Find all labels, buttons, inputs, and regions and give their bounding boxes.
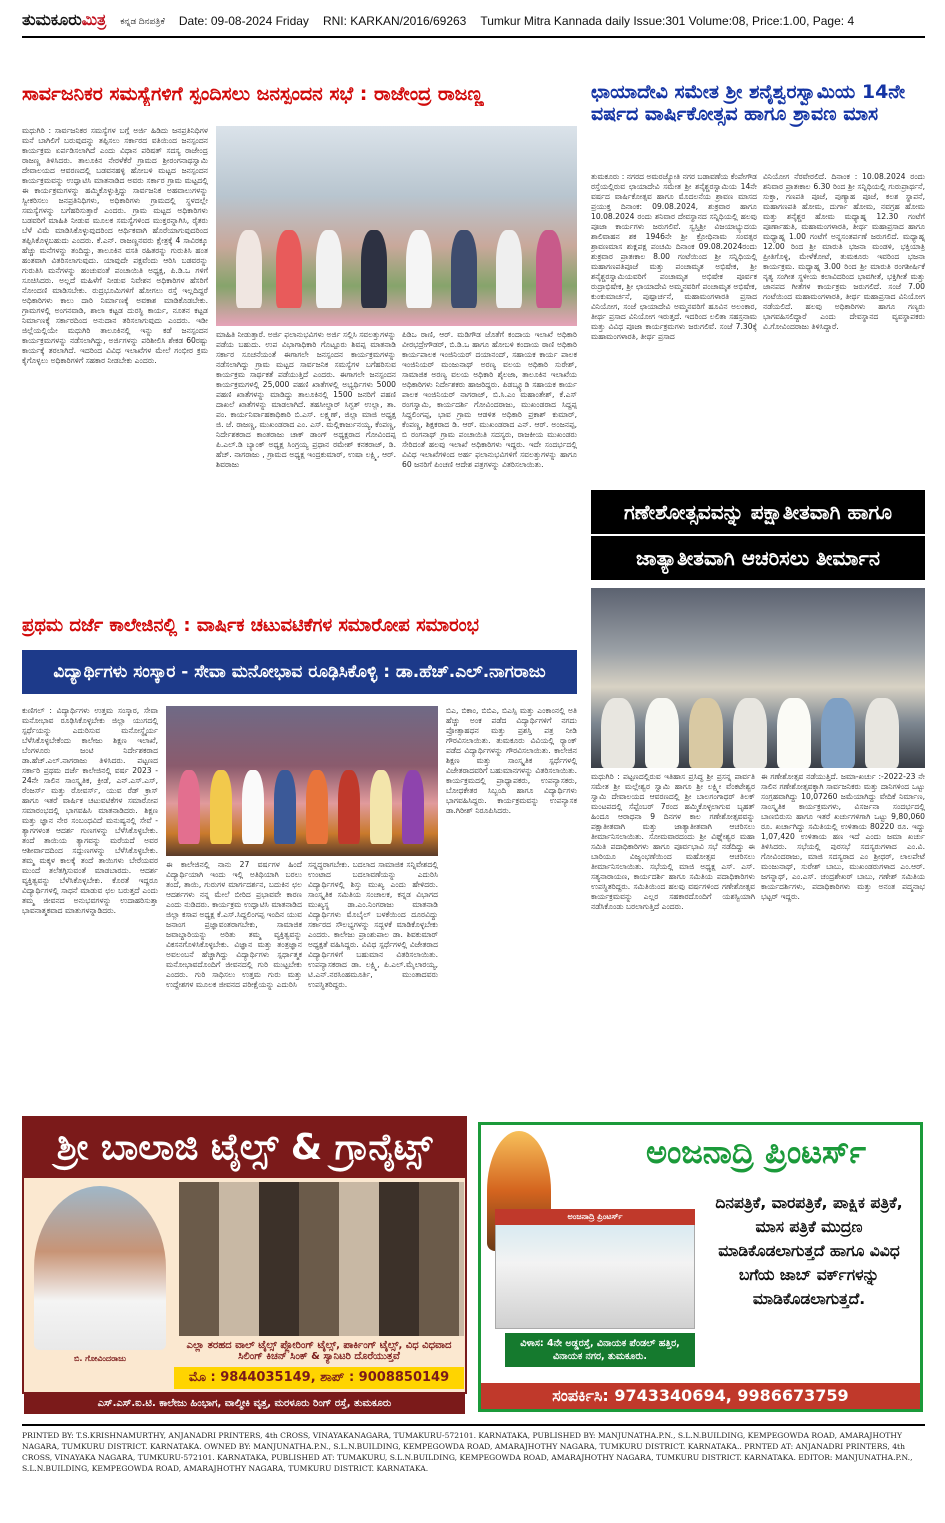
masthead — [22, 8, 925, 34]
story1-column-a: ಮಧುಗಿರಿ : ಸಾರ್ವಜನಿಕರ ಸಮಸ್ಯೆಗಳ ಬಗ್ಗೆ ಅರ್ಜಿ ಹಿಡಿದು ಜನಪ್ರತಿನಿಧಿಗಳ ಮನೆ ಬಾಗಿಲಿಗೆ ಬರುವುದನ್ನು ತಪ್ಪಿಸಲು ಸರ್ಕಾರದ ವತಿಯಿಂದ ಜನಸ್ಪಂದನ ಕಾರ್ಯಕ್ರಮ ಏರ್ಪಡಿಸಲಾಗಿದೆ ಎಂದು ವಿಧಾನ ಪರಿಷತ್ ಸದಸ್ಯ ರಾಜೇಂದ್ರ ರಾಜಣ್ಣ ತಿಳಿಸಿದರು. ತಾಲೂಕಿನ ನೇರಳೆಕೆರೆ ಗ್ರಾಮದ ಶ್ರೀರಂಗನಾಥಸ್ವಾಮಿ ದೇವಾಲಯದ ಆವರಣದಲ್ಲಿ ಬಡವನಹಳ್ಳಿ ಹೋಬಳಿ ಮಟ್ಟದ ಜನಸ್ಪಂದನ ಕಾರ್ಯಕ್ರಮವನ್ನು ಉದ್ಘಾಟಿಸಿ ಮಾತನಾಡಿದ ಅವರು ಸರ್ಕಾರ ಗ್ರಾಮ ಮಟ್ಟದಲ್ಲಿ ಈ ಕಾರ್ಯಕ್ರಮಗಳನ್ನು ಹಮ್ಮಿಕೊಳ್ಳುತ್ತಿದ್ದು ಸಾರ್ವಜನಿಕ ಅಹವಾಲುಗಳನ್ನು ಸ್ವೀಕರಿಸಲು ಜನಪ್ರತಿನಿಧಿಗಳು, ಅಧಿಕಾರಿಗಳು ಗ್ರಾಮದಲ್ಲಿ ಸ್ಥಳದಲ್ಲೇ ಸಮಸ್ಯೆಗಳನ್ನು ಬಗೆಹರಿಸುತ್ತಾರೆ ಎಂದರು. ಗ್ರಾಮ ಮಟ್ಟದ ಅಧಿಕಾರಿಗಳು ಬಡವರಿಗೆ ಮಾಹಿತಿ ನೀಡುವ ಮೂಲಕ ಸಮಸ್ಯೆಗಳಿಂದ ಮುಕ್ತರನ್ನಾಗಿಸಿ, ರೈತರು ಬೆಳೆ ವಿಮೆ ಮಾಡಿಸಿಕೊಳ್ಳುವುದರಿಂದ ಆರ್ಥಿಕವಾಗಿ ಹೊರೆಯಾಗುವುದರಿಂದ ತಪ್ಪಿಸಿಕೊಳ್ಳಬಹುದು ಎಂದರು. ಕೆ.ಎನ್. ರಾಜಣ್ಣನವರು ಕ್ಷೇತ್ರಕ್ಕೆ 4 ಸಾವಿರಕ್ಕೂ ಹೆಚ್ಚು ಮನೆಗಳನ್ನು ತಂದಿದ್ದು, ತಾಲೂಕಿನ ವಸತಿ ರಹಿತರನ್ನು ಗುರುತಿಸಿ ಹಂತ ಹಂತವಾಗಿ ವಿತರಿಸಲಾಗುವುದು. ಯಾವುದೇ ಪಕ್ಷವೆಂದು ಆರಿಸಿ ಬಡವರನ್ನು ಗುರುತಿಸಿ ಮನೆಗಳನ್ನು ಹಂಚುವಂತೆ ಪಂಚಾಯಿತಿ ಅಧ್ಯಕ್ಷ, ಪಿ.ಡಿ.ಒ ಗಳಿಗೆ ಸೂಚಿಸಿದರು. ಅಲ್ಲದೆ ಮಹಿಳೆಗೆ ನೀಡುವ ನಿವೇಶನ ಅಧಿಕಾರಿಗಳ ಹೆಸರಿಗೆ ನೋಂದಣಿ ಮಾಡಿಸಬೇಕು. ರುದ್ರಭೂಮಿಗಳಿಗೆ ಹೋಗಲು ರಸ್ತೆ ಇಲ್ಲದಿದ್ದರೆ ಅಧಿಕಾರಿಗಳು ಕಾಲು ದಾರಿ ನಿರ್ಮಾಣಕ್ಕೆ ಅವಕಾಶ ಮಾಡಿಕೊಡಬೇಕು. ಗ್ರಾಮಗಳಲ್ಲಿ ಅಂಗನವಾಡಿ, ಶಾಲಾ ಕಟ್ಟಡ ದುರಸ್ಥಿ ಕಾರ್ಯ, ನೂತನ ಕಟ್ಟಡ ನಿರ್ಮಾಣಕ್ಕೆ ಸರ್ಕಾರದಿಂದ ಅನುದಾನ ತರಿಸಲಾಗುವುದು ಎಂದರು. ಇಡೀ ಜಿಲ್ಲೆಯಲ್ಲಿಯೇ ಮಧುಗಿರಿ ತಾಲೂಕಿನಲ್ಲಿ ಇನ್ನು ಕಡೆ ಜನಸ್ಪಂದನ ಕಾರ್ಯಕ್ರಮಗಳನ್ನು ನಡೆಸಲಾಗಿದ್ದು, ಅರ್ಜಿಗಳನ್ನು ಪರಿಶೀಲಿಸಿ ಶೇಕಡ 60ರಷ್ಟು ಕಾರ್ಯಕ್ಕೆ ತರಲಾಗಿದೆ. ಇದರಿಂದ ವಿವಿಧ ಇಲಾಖೆಗಳ ಮೇಲೆ ಗಂಭೀರ ಕ್ರಮ ಕೈಗೊಳ್ಳಲು ಅಧಿಕಾರಿಗಳಿಗೆ ಸಹಕಾರ ನೀಡಬೇಕು ಎಂದರು. — [22, 126, 208, 365]
story4-column-d: ಬಿಎ, ಬಿಕಾಂ, ಬಿಬಿಎ, ಬಿಎಸ್ಸಿ ಮತ್ತು ಎಂಕಾಂನಲ್ಲಿ ಅತಿ ಹೆಚ್ಚು ಅಂಕ ಪಡೆದ ವಿದ್ಯಾರ್ಥಿಗಳಿಗೆ ನಗದು ಪ್ರೋತ್ಸಾಹಧನ ಮತ್ತು ಪ್ರಶಸ್ತಿ ಪತ್ರ ನೀಡಿ ಗೌರವಿಸಲಾಯಿತು. ತುಮಕೂರು ವಿವಿಯಲ್ಲಿ ರ‍್ಯಾಂಕ್ ಪಡೆದ ವಿದ್ಯಾರ್ಥಿಗಳನ್ನು ಗೌರವಿಸಲಾಯಿತು. ಕಾಲೇಜಿನ ಶಿಕ್ಷಣ ಮತ್ತು ಸಾಂಸ್ಕೃತಿಕ ಸ್ಪರ್ಧೆಗಳಲ್ಲಿ ವಿಜೇತರಾದವರಿಗೆ ಬಹುಮಾನಗಳನ್ನು ವಿತರಿಸಲಾಯಿತು. ಕಾರ್ಯಕ್ರಮದಲ್ಲಿ ಪ್ರಾಧ್ಯಾಪಕರು, ಉಪನ್ಯಾಸಕರು, ಬೋಧಕೇತರ ಸಿಬ್ಬಂದಿ ಹಾಗೂ ವಿದ್ಯಾರ್ಥಿಗಳು ಭಾಗವಹಿಸಿದ್ದರು. ಕಾರ್ಯಕ್ರಮವನ್ನು ಉಪನ್ಯಾಸಕ ಡಾ.ಗಿರೀಶ್ ನಿರೂಪಿಸಿದರು. — [446, 706, 577, 815]
story4-headline: ಪ್ರಥಮ ದರ್ಜೆ ಕಾಲೇಜಿನಲ್ಲಿ : ವಾರ್ಷಿಕ ಚಟುವಟಿಕೆಗಳ ಸಮಾರೋಪ ಸಮಾರಂಭ — [22, 616, 479, 636]
printers-ad-title: ಅಂಜನಾದ್ರಿ ಪ್ರಿಂಟರ್ಸ್ — [645, 1133, 866, 1171]
issue-meta: Tumkur Mitra Kannada daily Issue:301 Volume:08, Price:1.00, Page: 4 — [480, 14, 855, 28]
printers-shop-sign: ಅಂಜನಾದ್ರಿ ಪ್ರಿಂಟರ್ಸ್ — [495, 1209, 695, 1225]
printers-advertisement — [478, 1122, 923, 1412]
story4-column-c: ಸನ್ನದ್ಧರಾಗಬೇಕು. ಬದಲಾದ ಸಾಮಾಜಿಕ ಸನ್ನಿವೇಶದಲ್ಲಿ ಉಂಟಾದ ಬದಲಾವಣೆಯನ್ನು ಎದುರಿಸಿ ವಿದ್ಯಾರ್ಥಿಗಳಲ್ಲಿ ಶಿಸ್ತು ಮುಖ್ಯ ಎಂದು ಹೇಳಿದರು. ಸಾಂಸ್ಕೃತಿಕ ಸಮಿತಿಯ ಸಂಚಾಲಕ, ಕನ್ನಡ ವಿಭಾಗದ ಮುಖ್ಯಸ್ಥ ಡಾ.ಎಂ.ನಿಂಗರಾಜು ಮಾತನಾಡಿ ವಿದ್ಯಾರ್ಥಿಗಳು ಮೊಬೈಲ್ ಬಳಕೆಯಿಂದ ದೂರವಿದ್ದು ಸರ್ಕಾರದ ಸೌಲಭ್ಯಗಳನ್ನು ಸದ್ಬಳಕೆ ಮಾಡಿಕೊಳ್ಳಬೇಕು ಎಂದರು. ಕಾಲೇಜು ಪ್ರಾಂಶುಪಾಲ ಡಾ. ಶಿವಕುಮಾರ್ ಅಧ್ಯಕ್ಷತೆ ವಹಿಸಿದ್ದರು. ವಿವಿಧ ಸ್ಪರ್ಧೆಗಳಲ್ಲಿ ವಿಜೇತರಾದ ವಿದ್ಯಾರ್ಥಿಗಳಿಗೆ ಬಹುಮಾನ ವಿತರಿಸಲಾಯಿತು. ಉಪನ್ಯಾಸಕರಾದ ಡಾ. ಲಕ್ಷ್ಮಿ, ಪಿ.ಎಲ್.ಮೈಲಾರಯ್ಯ, ಟಿ.ಎನ್.ನರಸಿಂಹಮೂರ್ತಿ, ಮುಂತಾದವರು ಉಪಸ್ಥಿತರಿದ್ದರು. — [308, 860, 438, 989]
masthead-rule — [22, 36, 925, 38]
story1-headline: ಸಾರ್ವಜನಿಕರ ಸಮಸ್ಯೆಗಳಿಗೆ ಸ್ಪಂದಿಸಲು ಜನಸ್ಪಂದನ ಸಭೆ : ರಾಜೇಂದ್ರ ರಾಜಣ್ಣ — [22, 84, 484, 105]
printers-shop-photo — [495, 1209, 695, 1329]
newspaper-logo: ತುಮಕೂರುಮಿತ್ರ — [22, 12, 107, 29]
story3-headline-line2: ಜಾತ್ಯಾತೀತವಾಗಿ ಆಚರಿಸಲು ತೀರ್ಮಾನ — [591, 536, 925, 580]
story3-photo — [591, 588, 925, 768]
tiles-sample-image — [179, 1182, 464, 1336]
footer-rule — [22, 1424, 925, 1426]
story4-column-b: ಈ ಕಾಲೇಜಿನಲ್ಲಿ ನಾನು 27 ವರ್ಷಗಳ ಹಿಂದೆ ವಿದ್ಯಾರ್ಥಿಯಾಗಿ ಇಂದು ಇಲ್ಲಿ ಅತಿಥಿಯಾಗಿ ಬರಲು ತಂದೆ, ತಾಯಿ, ಗುರುಗಳ ಮಾರ್ಗದರ್ಶನ, ಬದುಕಿನ ಛಲ ಆದರ್ಶಗಳು ನನ್ನ ಮೇಲೆ ಬೀರಿದ ಪ್ರಭಾವವೇ ಕಾರಣ ಎಂದು ನುಡಿದರು. ಕಾರ್ಯಕ್ರಮ ಉದ್ಘಾಟಿಸಿ ಮಾತನಾಡಿದ ಜಿಲ್ಲಾ ಕಸಾಪ ಅಧ್ಯಕ್ಷ ಕೆ.ಎಸ್.ಸಿದ್ದಲಿಂಗಪ್ಪ ಇಂದಿನ ಯುವ ಜನಾಂಗ ಪ್ರಜ್ಞಾವಂತರಾಗಬೇಕು, ಸಾಮಾಜಿಕ ಜವಾಬ್ದಾರಿಯನ್ನು ಅರಿತು ತಮ್ಮ ವ್ಯಕ್ತಿತ್ವವನ್ನು ವಿಕಸನಗೊಳಿಸಿಕೊಳ್ಳಬೇಕು. ವಿಜ್ಞಾನ ಮತ್ತು ತಂತ್ರಜ್ಞಾನ ಅವಲಂಬನೆ ಹೆಚ್ಚಾಗಿದ್ದು ವಿದ್ಯಾರ್ಥಿಗಳು ಸ್ಪರ್ಧಾತ್ಮಕ ಮನೋಭಾವದೊಂದಿಗೆ ಜೀವನದಲ್ಲಿ ಗುರಿ ಮುಟ್ಟಬೇಕು ಎಂದರು. ಗುರಿ ಸಾಧಿಸಲು ಉತ್ತಮ ಗುರು ಮತ್ತು ಉದ್ದೇಶಗಳ ಮೂಲಕ ಜೀವನದ ಪರೀಕ್ಷೆಯನ್ನು ಎದುರಿಸಿ — [166, 860, 302, 989]
story4-banner: ವಿದ್ಯಾರ್ಥಿಗಳು ಸಂಸ್ಕಾರ - ಸೇವಾ ಮನೋಭಾವ ರೂಢಿಸಿಕೊಳ್ಳಿ : ಡಾ.ಹೆಚ್.ಎಲ್.ನಾಗರಾಜು — [22, 650, 577, 694]
story1-photo — [216, 126, 577, 326]
story3-headline-line1: ಗಣೇಶೋತ್ಸವವನ್ನು ಪಕ್ಷಾತೀತವಾಗಿ ಹಾಗೂ — [591, 490, 925, 534]
tiles-ad-phone: ಮೊ : 9844035149, ಶಾಪ್ : 9008850149 — [174, 1367, 464, 1389]
advertiser-photo — [34, 1186, 166, 1350]
story1-column-b: ಮಾಹಿತಿ ನೀಡುತ್ತಾರೆ. ಅರ್ಜಿ ಫಲಾನುಭವಿಗಳು ಅರ್ಜಿ ಸಲ್ಲಿಸಿ ಸವಲತ್ತುಗಳನ್ನು ಪಡೆಯ ಬಹುದು. ಉಪ ವಿಭಾಗಾಧಿಕಾರಿ ಗೊಟ್ಟೂರು ಶಿವಪ್ಪ ಮಾತನಾಡಿ ಸರ್ಕಾರ ಸೂಚನೆಯಂತೆ ಈಗಾಗಲೇ ಜನಸ್ಪಂದನ ಕಾರ್ಯಕ್ರಮಗಳನ್ನು ನಡೆಸಲಾಗಿದ್ದು ಗ್ರಾಮ ಮಟ್ಟದ ಸಾರ್ವಜನಿಕ ಸಮಸ್ಯೆಗಳ ಬಗೆಹರಿಸುವ ಕಾರ್ಯಕ್ರಮ ಸಾರ್ಥಕತೆ ಪಡೆಯುತ್ತಿದೆ ಎಂದರು. ಈಗಾಗಲೇ ಜನಸ್ಪಂದನ ಕಾರ್ಯಕ್ರಮಗಳಲ್ಲಿ 25,000 ಪಹಣಿ ಖಾತೆಗಳಲ್ಲಿ ಅಭ್ಯರ್ಥಿಗಳು 5000 ಪಹಣಿ ಖಾತೆಗಳನ್ನು ಮಾಡಿದ್ದು ತಾಲೂಕಿನಲ್ಲಿ 1500 ಜನರಿಗೆ ಪಹಣಿ ದಾಖಲೆ ಖಾತೆಗಳನ್ನು ಮಾಡಲಾಗಿದೆ. ತಹಸೀಲ್ದಾರ್ ಸಿಗ್ಬತ್ ಉಲ್ಲಾ, ತಾ. ಪಂ. ಕಾರ್ಯನಿರ್ವಾಹಕಾಧಿಕಾರಿ ಬಿ.ಎಸ್. ಲಕ್ಷ್ಮಣ್, ಜಿಲ್ಲಾ ಮಾಜಿ ಅಧ್ಯಕ್ಷ ಜಿ. ಜೆ. ರಾಜಣ್ಣ, ಮುಖಂಡರಾದ ಎಂ. ಎಸ್. ಮಲ್ಲಿಕಾರ್ಜುನಯ್ಯ, ಕೆಂಪಣ್ಣ, ನಿರ್ದೇಶಕರಾದ ಕಾಂತರಾಜು ಚಾಕ್ ಡಾಂಗ್ ಅಧ್ಯಕ್ಷರಾದ ಗೋವಿಂದಪ್ಪ ಪಿ.ಎಲ್.ಡಿ ಬ್ಯಾಂಕ್ ಅಧ್ಯಕ್ಷ ಸಿಂಗ್ರಯ್ಯ ಪ್ರಧಾನ ರಮೇಶ್ ಕನಕರಾಜ್, ಡಿ. ಹೆಚ್. ನಾಗರಾಜು , ಗ್ರಾಮದ ಅಧ್ಯಕ್ಷ ಇಂದ್ರಕುಮಾರ್, ಉಷಾ ಲಕ್ಷ್ಮಿ, ಆರ್. ಶಿವರಾಜು — [216, 330, 396, 469]
story3-column-a: ಮಧುಗಿರಿ : ಪಟ್ಟಣದಲ್ಲಿರುವ ಇತಿಹಾಸ ಪ್ರಸಿದ್ಧ ಶ್ರೀ ಪ್ರಸನ್ನ ಪಾರ್ವತಿ ಸಮೇತ ಶ್ರೀ ಮಲ್ಲೇಶ್ವರ ಸ್ವಾಮಿ ಹಾಗೂ ಶ್ರೀ ಲಕ್ಷ್ಮೀ ವೆಂಕಟೇಶ್ವರ ಸ್ವಾಮಿ ದೇವಾಲಯದ ಆವರಣದಲ್ಲಿ ಶ್ರೀ ಬಾಲಗಂಗಾಧರ್ ತಿಲಕ್ ಮಂಟಪದಲ್ಲಿ ಸೆಪ್ಟೆಂಬರ್ 7ರಂದ ಹಮ್ಮಿಕೊಳ್ಳಲಾಗುವ ಬೃಹತ್ ಹಿಂದೂ ಆರಾಧನಾ 9 ದಿನಗಳ ಕಾಲ ಗಣೇಶೋತ್ಸವವನ್ನು ಪಕ್ಷಾತೀತವಾಗಿ ಮತ್ತು ಜಾತ್ಯಾತೀತವಾಗಿ ಆಚರಿಸಲು ತೀರ್ಮಾನಿಸಲಾಯಿತು. ಸೋಮವಾರದಂದು ಶ್ರೀ ವಿಘ್ನೇಶ್ವರ ಮಹಾ ಸಮಿತಿ ಪದಾಧಿಕಾರಿಗಳು ಹಾಗೂ ಪೂರ್ವಭಾವಿ ಸಭೆ ನಡೆದಿದ್ದು ಈ ಬಾರಿಯೂ ವಿಜೃಂಭಣೆಯಿಂದ ಮಹೋತ್ಸವ ಆಚರಿಸಲು ತೀರ್ಮಾನಿಸಲಾಯಿತು. ಸಭೆಯಲ್ಲಿ ಮಾಜಿ ಅಧ್ಯಕ್ಷ ಎಸ್. ಎಸ್. ಸತ್ಯನಾರಾಯಣ, ಕಾರ್ಯದರ್ಶಿ ಹಾಗೂ ಸಮಿತಿಯ ಪದಾಧಿಕಾರಿಗಳು ಉಪಸ್ಥಿತರಿದ್ದರು. ಸಮಿತಿಯಿಂದ ಹಲವು ವರ್ಷಗಳಿಂದ ಗಣೇಶೋತ್ಸವ ಕಾರ್ಯಕ್ರಮವನ್ನು ಎಲ್ಲರ ಸಹಕಾರದೊಂದಿಗೆ ಯಶಸ್ವಿಯಾಗಿ ನಡೆಸಿಕೊಂಡು ಬರಲಾಗುತ್ತಿದೆ ಎಂದರು. — [591, 772, 755, 911]
story4-column-a: ಕುಣಿಗಲ್ : ವಿದ್ಯಾರ್ಥಿಗಳು ಉತ್ತಮ ಸಂಸ್ಕಾರ, ಸೇವಾ ಮನೋಭಾವ ರೂಢಿಸಿಕೊಳ್ಳಬೇಕು ಜಿಲ್ಲಾ ಯುಗದಲ್ಲಿ ಸ್ಪರ್ಧೆಯನ್ನು ಎದುರಿಸುವ ಮನೋಸ್ಥೈರ್ಯ ಬೆಳೆಸಿಕೊಳ್ಳಬೇಕೆಂದು ಕಾಲೇಜು ಶಿಕ್ಷಣ ಇಲಾಖೆ, ಬೆಂಗಳೂರು ಜಂಟಿ ನಿರ್ದೇಶಕರಾದ ಡಾ.ಹೆಚ್.ಎಲ್.ನಾಗರಾಜು ತಿಳಿಸಿದರು. ಪಟ್ಟಣದ ಸರ್ಕಾರಿ ಪ್ರಥಮ ದರ್ಜೆ ಕಾಲೇಜಿನಲ್ಲಿ ವರ್ಷ 2023 - 24ನೇ ಸಾಲಿನ ಸಾಂಸ್ಕೃತಿಕ, ಕ್ರೀಡೆ, ಎನ್.ಎಸ್.ಎಸ್, ರೆಂಜರ್ಸ್ ಮತ್ತು ರೋವರ್ಸ್, ಯುವ ರೆಡ್ ಕ್ರಾಸ್ ಹಾಗೂ ಇತರೆ ವಾರ್ಷಿಕ ಚಟುವಟಿಕೆಗಳ ಸಮಾರೋಪ ಸಮಾರಂಭದಲ್ಲಿ ಭಾಗವಹಿಸಿ ಮಾತನಾಡಿದರು. ಶಿಕ್ಷಣ ಮತ್ತು ಜ್ಞಾನ ನೇರ ಸಂಬಂಧವಿದೆ ಮನುಷ್ಯನಲ್ಲಿ ಸೇವೆ - ತ್ಯಾಗಗಳಂತ ಆದರ್ಶ ಗುಣಗಳನ್ನು ಬೆಳೆಸಿಕೊಳ್ಳಬೇಕು. ತಂದೆ ತಾಯಿಯ ತ್ಯಾಗವನ್ನು ಮರೆಯದೆ ಅವರ ಆಶೀರ್ವಾದದಿಂದ ಸದ್ಗುಣಗಳನ್ನು ಬೆಳೆಸಿಕೊಳ್ಳಬೇಕು. ತಮ್ಮ ಮಕ್ಕಳ ಕಾಲಕ್ಕೆ ತಂದೆ ತಾಯಿಗಳು ಬೇರೆಯವರ ಮುಂದೆ ತಲೆತಗ್ಗಿಸುವಂತೆ ಮಾಡಬಾರದು. ಆದರ್ಶ ವ್ಯಕ್ತಿತ್ವವನ್ನು ಬೆಳೆಸಿಕೊಳ್ಳಬೇಕು. ಕೊರತೆ ಇದ್ದರೂ ವಿದ್ಯಾರ್ಥಿಗಳಲ್ಲಿ ಸಾಧನೆ ಮಾಡುವ ಛಲ ಬರುತ್ತದೆ ಎಂದು ತಮ್ಮ ಜೀವನದ ಅನುಭವಗಳನ್ನು ಉದಾಹರಿಸುತ್ತಾ ಭಾವನಾತ್ಮಕವಾದ ಮಾತುಗಳನ್ನಾಡಿದರು. — [22, 706, 158, 915]
story4-photo — [166, 706, 438, 856]
story2-headline: ಛಾಯಾದೇವಿ ಸಮೇತ ಶ್ರೀ ಶನೈಶ್ವರಸ್ವಾಮಿಯ 14ನೇ ವರ್ಷದ ವಾರ್ಷಿಕೋತ್ಸವ ಹಾಗೂ ಶ್ರಾವಣ ಮಾಸ — [591, 82, 906, 125]
rni-number: RNI: KARKAN/2016/69263 — [322, 14, 467, 28]
story2-column-b: ವಿನಿಯೋಗ ನೆರವೇರಲಿದೆ. ದಿನಾಂಕ : 10.08.2024 ರಂದು ಶನಿವಾರ ಪ್ರಾತಃಕಾಲ 6.30 ರಿಂದ ಶ್ರೀ ಸನ್ನಿಧಿಯಲ್ಲಿ ಗುರುಪ್ರಾರ್ಥನೆ, ಸುಕ್ತಾ, ಗಣಪತಿ ಪೂಜೆ, ಪುಣ್ಯಾಹ ಪೂಜೆ, ಕಲಶ ಸ್ಥಾಪನೆ, ಮಹಾಗಣಪತಿ ಹೋಮ, ದುರ್ಗಾ ಹೋಮ, ನವಗ್ರಹ ಹೋಮ ಮತ್ತು ಶನೈಶ್ಚರ ಹೋಮ ಮಧ್ಯಾಹ್ನ 12.30 ಗಂಟೆಗೆ ಪೂರ್ಣಾಹುತಿ, ಮಹಾಮಂಗಳಾರತಿ, ತೀರ್ಥ ಮಹಾಪ್ರಸಾದ ಹಾಗೂ ಮಧ್ಯಾಹ್ನ 1.00 ಗಂಟೆಗೆ ಅನ್ನಸಂತರ್ಪಣೆ ಜರುಗಲಿದೆ. ಮಧ್ಯಾಹ್ನ 12.00 ರಿಂದ ಶ್ರೀ ಮಾರುತಿ ಭಜನಾ ಮಂಡಳಿ, ಭಕ್ತಿಯಾತ್ರಿ ಪ್ರೀತಿಗೊಳ್ಳಿ, ಮೇಳೆಕೋಟೆ, ತುಮಕೂರು ಇವರಿಂದ ಭಜನಾ ಕಾರ್ಯಕ್ರಮ. ಮಧ್ಯಾಹ್ನ 3.00 ರಿಂದ ಶ್ರೀ ಮಾರುತಿ ರಂಗಶೀರ್ಷಿಕೆ ನೃತ್ಯ ಸಂಗೀತ ಸ್ಥಳೀಯ ಕಲಾವಿದರಿಂದ ಭಾವಗೀತೆ, ಭಕ್ತಿಗೀತೆ ಮತ್ತು ಜಾನಪದ ಗೀತೆಗಳ ಕಾರ್ಯಕ್ರಮ ಜರುಗಲಿದೆ. ಸಂಜೆ 7.00 ಗಂಟೆಯಿಂದ ಮಹಾಮಂಗಳಾರತಿ, ತೀರ್ಥ ಮಹಾಪ್ರಸಾದ ವಿನಿಯೋಗ ನಡೆಯಲಿದೆ. ಹಲವು ಅಧಿಕಾರಿಗಳು ಹಾಗೂ ಗಣ್ಯರು ಭಾಗವಹಿಸಲಿದ್ದಾರೆ ಎಂದು ದೇವಸ್ಥಾನದ ವ್ಯವಸ್ಥಾಪಕರು ವಿ.ಗೋವಿಂದರಾಜು ತಿಳಿಸಿದ್ದಾರೆ. — [763, 172, 925, 331]
issue-date: Date: 09-08-2024 Friday — [178, 14, 309, 28]
logo-subtitle: ಕನ್ನಡ ದಿನಪತ್ರಿಕೆ — [120, 15, 165, 26]
story3-column-b: ಈ ಗಣೇಶೋತ್ಸವ ನಡೆಯುತ್ತಿದೆ. ಜಮಾ-ಖರ್ಚು :-2022-23 ನೇ ಸಾಲಿನ ಗಣೇಶೋತ್ಸವಕ್ಕಾಗಿ ಸಾರ್ವಜನಿಕರು ಮತ್ತು ದಾನಿಗಳಿಂದ ಒಟ್ಟು ಸಂಗ್ರಹವಾಗಿದ್ದು 10,07260 ಜಮೆಯಾಗಿದ್ದು ವೇದಿಕೆ ನಿರ್ಮಾಣ, ಸಾಂಸ್ಕೃತಿಕ ಕಾರ್ಯಕ್ರಮಗಳು, ವಿಸರ್ಜನಾ ಸಂದರ್ಭದಲ್ಲಿ ಬಾಣಬಿರುಸು ಹಾಗೂ ಇತರೆ ಖರ್ಚುಗಳಿಗಾಗಿ ಒಟ್ಟು 9,80,060 ರೂ. ಖರ್ಚಾಗಿದ್ದು ಸಮಿತಿಯಲ್ಲಿ ಉಳಿತಾಯ 80220 ರೂ. ಇದ್ದು 1,07,420 ಉಳಿತಾಯ ಹಣ ಇದೆ ಎಂದು ಜಮಾ ಖರ್ಚು ತಿಳಿಸಿದರು. ಸಭೆಯಲ್ಲಿ ಪುರಸಭೆ ಸದಸ್ಯರುಗಳಾದ ಎಂ.ವಿ. ಗೋವಿಂದರಾಜು, ಮಾಜಿ ಸದಸ್ಯರಾದ ಎಂ ಶ್ರೀಧರ್, ಲಾಲಪೇಟೆ ಮಂಜುನಾಥ್, ಸುರೇಶ್ ಬಾಬು, ಮುಖಂಡರುಗಳಾದ ಎಂ.ಆರ್. ಜಗನ್ನಾಥ್, ಎಂ.ಎಸ್. ಚಂದ್ರಶೇಖರ್ ಬಾಬು, ಗಣೇಶ್ ಸಮಿತಿಯ ಕಾರ್ಯದರ್ಶಿಗಳು, ಪದಾಧಿಕಾರಿಗಳು ಮತ್ತು ಅನಂತ ಪದ್ಮನಾಭ ಭಟ್ಟರ್ ಇದ್ದರು. — [761, 772, 925, 901]
advertiser-name: ಬಿ. ಗೋವಿಂದರಾಜು — [73, 1354, 127, 1363]
tiles-ad-tagline: ಎಲ್ಲಾ ತರಹದ ವಾಲ್ ಟೈಲ್ಸ್ ಪ್ಲೋರಿಂಗ್ ಟೈಲ್ಸ್, ಪಾರ್ಕಿಂಗ್ ಟೈಲ್ಸ್, ವಿಧ ವಿಧವಾದ ಸಿಲಿಂಗ್ ಕಿಚನ್ ಸಿಂಕ್ & ಸ್ಯಾನಿಟರಿ ದೊರೆಯುತ್ತವೆ — [186, 1340, 452, 1362]
tiles-ad-title: ಶ್ರೀ ಬಾಲಾಜಿ ಟೈಲ್ಸ್ & ಗ್ರಾನೈಟ್ಸ್ — [24, 1118, 465, 1178]
printers-ad-address: ವಿಳಾಸ: 4ನೇ ಅಡ್ಡರಸ್ತೆ, ವಿನಾಯಕ ಪೆಂಡಲ್ ಹತ್ತಿರ, ವಿನಾಯಕ ನಗರ, ತುಮಕೂರು. — [505, 1333, 695, 1367]
tiles-ad-address: ಎಸ್.ಎಸ್.ಐ.ಟಿ. ಕಾಲೇಜು ಹಿಂಭಾಗ, ವಾಲ್ಮೀಕಿ ವೃತ್ತ, ಮರಳೂರು ರಿಂಗ್ ರಸ್ತೆ, ತುಮಕೂರು — [24, 1394, 465, 1414]
printers-ad-services: ದಿನಪತ್ರಿಕೆ, ವಾರಪತ್ರಿಕೆ, ಪಾಕ್ಷಿಕ ಪತ್ರಿಕೆ, ಮಾಸ ಪತ್ರಿಕೆ ಮುದ್ರಣ ಮಾಡಿಕೊಡಲಾಗುತ್ತದೆ ಹಾಗೂ ವಿವಿಧ ಬಗೆಯ ಜಾಬ್ ವರ್ಕ್‌ಗಳನ್ನು ಮಾಡಿಕೊಡಲಾಗುತ್ತದೆ. — [715, 1194, 903, 1308]
story1-column-c: ಪಿಡಿಒ ರಾಣಿ, ಆರ್. ಮಡಿಗೌಡ ಜೊತೆಗೆ ಕಂದಾಯ ಇಲಾಖೆ ಅಧಿಕಾರಿ ವೀರಭದ್ರೇಗೌಡರ್, ಬಿ.ಡಿ.ಒ ಹಾಗೂ ಹೋಬಳಿ ಕಂದಾಯ ಠಾಣಿ ಅಧಿಕಾರಿ ಕಾರ್ಯಪಾಲಕ ಇಂಜಿನಿಯರ್ ದಯಾನಂದ್, ಸಹಾಯಕ ಕಾರ್ಯ ಪಾಲಕ ಇಂಜಿನಿಯರ್ ಮಂಜುನಾಥ್ ಅರಣ್ಯ ವಲಯ ಅಧಿಕಾರಿ ಸುರೇಶ್, ಸಾಮಾಜಿಕ ಅರಣ್ಯ ವಲಯ ಅಧಿಕಾರಿ ಶೈಲಜಾ, ತಾಲೂಕಿನ ಇಲಾಖೆಯ ಅಧಿಕಾರಿಗಳು ನಿರ್ದೇಶಕರು ಹಾಜರಿದ್ದರು. ಪಿಡಬ್ಲ್ಯೂಡಿ ಸಹಾಯಕ ಕಾರ್ಯ ಪಾಲಕ ಇಂಜಿನಿಯರ್ ನಾಗರಾಜ್, ಬಿ.ಸಿ.ಎಂ ಮಹಾಂತೇಶ್, ಕೆ.ಎಸ್ ರಂಗಸ್ವಾಮಿ, ಕಾರ್ಯದರ್ಶಿ ಗೋವಿಂದರಾಜು, ಮುಖಂಡರಾದ ಸಿದ್ದಪ್ಪ ಸಿದ್ದಲಿಂಗಪ್ಪ, ಭಾವ ಗ್ರಾಮ ಆಡಳಿತ ಅಧಿಕಾರಿ ಪ್ರಕಾಶ್ ಕುಮಾರ್, ಕೆಂಪಣ್ಣ, ಶಿಕ್ಷಕರಾದ ಡಿ. ಆರ್. ಮುಖಂಡರಾದ ಎನ್. ಆರ್. ಅಂಜನಪ್ಪ, ಬಿ ರಂಗನಾಥ್ ಗ್ರಾಮ ಪಂಚಾಯಿತಿ ಸದಸ್ಯರು, ರಾಜಕೀಯ ಮುಖಂಡರು ಸೇರಿದಂತೆ ಹಲವು ಇಲಾಖೆ ಅಧಿಕಾರಿಗಳು ಇದ್ದರು. ಇದೇ ಸಂದರ್ಭದಲ್ಲಿ ವಿವಿಧ ಇಲಾಖೆಗಳಿಂದ ಅರ್ಹ ಫಲಾನುಭವಿಗಳಿಗೆ ಸವಲತ್ತುಗಳನ್ನು ಹಾಗೂ 60 ಜನರಿಗೆ ಪಿಂಚಣಿ ಆದೇಶ ಪತ್ರಗಳನ್ನು ವಿತರಿಸಲಾಯಿತು. — [402, 330, 577, 469]
imprint-footer: PRINTED BY: T.S.KRISHNAMURTHY, ANJANADRI PRINTERS, 4th CROSS, VINAYAKANAGARA, TUMAKURU-572101. KARNATAKA, PUBLISHED BY: MANJUNATHA.P.N., S.L.N.BUILDING, KEMPEGOWDA ROAD, AMARAJHOTHY NAGARA, TUMKURU DISTRICT. KARNATAKA. OWNED BY: MANJUNATHA.P.N., S.L.N.BUILDING, KEMPEGOWDA ROAD, AMARAJHOTHY NAGARA, TUMKURU DISTRICT. KARNATAKA.. PRNTED AT: ANJANADRI PRINTERS, 4th CROSS, VINAYAKA NAGARA, TUMKURU-572101. KARNATAKA, PUBLISHED AT: TUMAKURU, S.L.N.BUILDING, KEMPEGOWDA ROAD, AMARAJHOTHY NAGARA, TUMKURU DISTRICT. KARNATAKA. EDITOR: MANJUNATHA.P.N., S.L.N.BUILDING, KEMPEGOWDA ROAD, AMARAJHOTHY NAGARA, TUMKURU DISTRICT. KARNATAKA. — [22, 1431, 913, 1473]
printers-ad-contact: ಸಂಪರ್ಕಿಸಿ: 9743340694, 9986673759 — [481, 1383, 920, 1409]
story2-column-a: ತುಮಕೂರು : ನಗರದ ಅಮರಜ್ಯೋತಿ ನಗರ ಬಡಾವಣೆಯ ಕೆಂಪೇಗೌಡ ರಸ್ತೆಯಲ್ಲಿರುವ ಛಾಯಾದೇವಿ ಸಮೇತ ಶ್ರೀ ಶನೈಶ್ಚರಸ್ವಾಮಿಯ 14ನೇ ವರ್ಷದ ವಾರ್ಷಿಕೋತ್ಸವ ಹಾಗೂ ಮೊದಲನೆಯ ಶ್ರಾವಣ ಮಾಸದ ಪ್ರಯುಕ್ತ ದಿನಾಂಕ: 09.08.2024, ಶುಕ್ರವಾರ ಹಾಗೂ 10.08.2024 ರಂದು ಶನಿವಾರ ದೇವಸ್ಥಾನದ ಸನ್ನಿಧಿಯಲ್ಲಿ ಹಲವು ಪೂಜಾ ಕಾರ್ಯಗಳು ಜರುಗಲಿವೆ. ಸ್ವಸ್ತಿಶ್ರೀ ವಿಜಯಾಭ್ಯುದಯ ಶಾಲಿವಾಹನ ಶಕ 1946ನೇ ಶ್ರೀ ಕ್ರೋಧಿನಾಮ ಸಂವತ್ಸರ ಶ್ರಾವಣಮಾಸ ಶುಕ್ಲಪಕ್ಷ ಪಂಚಮಿ ದಿನಾಂಕ 09.08.2024ರಂದು ಶುಕ್ರವಾರ ಪ್ರಾತಃಕಾಲ 8.00 ಗಂಟೆಯಿಂದ ಶ್ರೀ ಸನ್ನಿಧಿಯಲ್ಲಿ ಮಹಾಗಣಪತಿಪೂಜೆ ಮತ್ತು ಪಂಚಾಮೃತ ಅಭಿಷೇಕ, ಶ್ರೀ ಶನೈಶ್ಚರಸ್ವಾಮಿಯವರಿಗೆ ಪಂಚಾಮೃತ ಅಭಿಷೇಕ ಪೂರ್ವಕ ರುದ್ರಾಭಿಷೇಕ, ಶ್ರೀ ಛಾಯಾದೇವಿ ಅಮ್ಮನವರಿಗೆ ಪಂಚಾಮೃತ ಅಭಿಷೇಕ, ಕುಂಕುಮಾರ್ಚನೆ, ಪುಷ್ಪಾರ್ಚನೆ, ಮಹಾಮಂಗಳಾರತಿ ಪ್ರಸಾದ ವಿನಿಯೋಗ, ಸಂಜೆ ಛಾಯಾದೇವಿ ಅಮ್ಮನವರಿಗೆ ಹೂವಿನ ಅಲಂಕಾರ, ತೀರ್ಥ ಪ್ರಸಾದ ವಿನಿಯೋಗ ಇರುತ್ತದೆ. ಇದರಿಂದ ಲಲಿತಾ ಸಹಸ್ರನಾಮ ಮತ್ತು ವಿವಿಧ ಪೂಜಾ ಕಾರ್ಯಕ್ರಮಗಳು ಜರುಗಲಿವೆ. ಸಂಜೆ 7.30ಕ್ಕೆ ಮಹಾಮಂಗಳಾರತಿ, ತೀರ್ಥ ಪ್ರಸಾದ — [591, 172, 757, 341]
tiles-advertisement — [22, 1116, 467, 1409]
